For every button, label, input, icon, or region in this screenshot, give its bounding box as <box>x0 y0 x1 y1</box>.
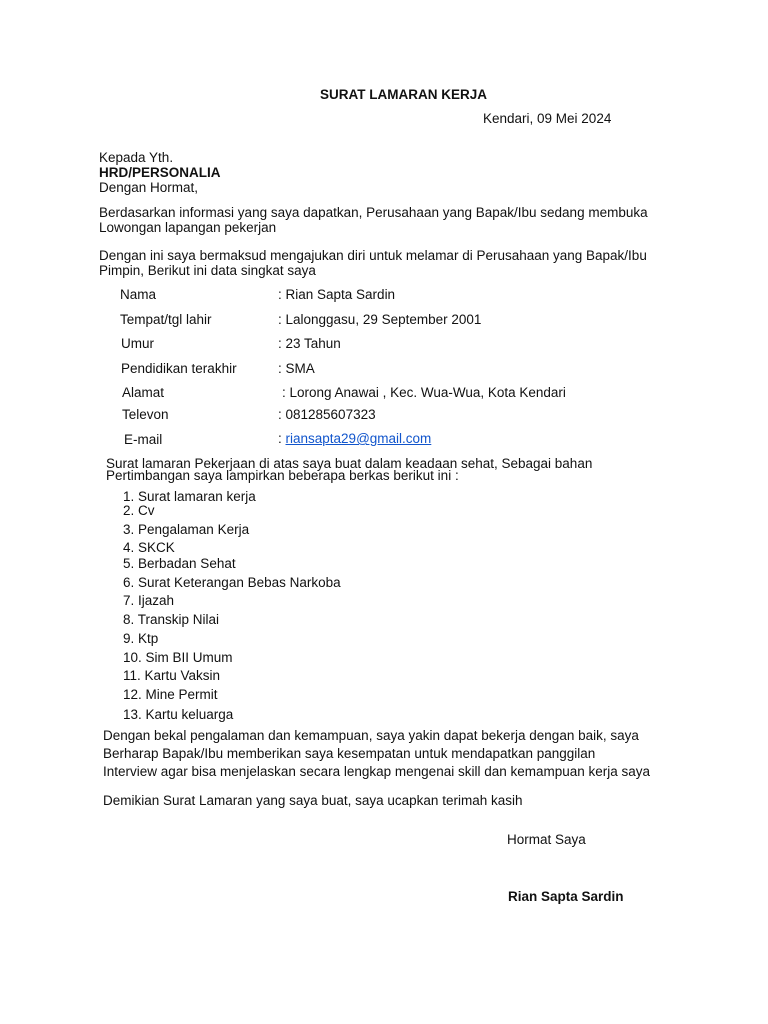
paragraph-apply-line-1: Dengan ini saya bermaksud mengajukan diri untuk melamar di Perusahaan yang Bapak/Ibu <box>99 248 647 263</box>
paragraph-apply-line-2: Pimpin, Berikut ini data singkat saya <box>99 263 316 278</box>
data-label-nama: Nama <box>120 287 157 302</box>
data-value-nama: : Rian Sapta Sardin <box>278 287 396 302</box>
data-label-email: E-mail <box>124 432 163 447</box>
data-value-email <box>278 431 431 449</box>
data-label-phone: Televon <box>122 407 169 422</box>
paragraph-attachments-line-1: Surat lamaran Pekerjaan di atas saya buat dalam keadaan sehat, Sebagai bahan <box>106 456 593 471</box>
data-value-education: : SMA <box>278 361 315 376</box>
list-item: 2. Cv <box>123 503 155 518</box>
data-label-birth: Tempat/tgl lahir <box>120 312 212 327</box>
paragraph-intro-line-1: Berdasarkan informasi yang saya dapatkan, Perusahaan yang Bapak/Ibu sedang membuka <box>99 205 648 220</box>
email-link[interactable]: riansapta29@gmail.com <box>285 431 432 446</box>
recipient-greeting: Kepada Yth. <box>99 150 174 165</box>
data-label-age: Umur <box>121 336 154 351</box>
closing-sentence: Demikian Surat Lamaran yang saya buat, saya ucapkan terimah kasih <box>103 793 523 808</box>
signature-name: Rian Sapta Sardin <box>508 889 624 904</box>
list-item: 12. Mine Permit <box>123 687 218 702</box>
data-value-address: : Lorong Anawai , Kec. Wua-Wua, Kota Kendari <box>282 385 566 400</box>
paragraph-attachments-line-2: Pertimbangan saya lampirkan beberapa berkas berikut ini : <box>106 468 459 483</box>
list-item: 10. Sim BII Umum <box>123 650 233 665</box>
data-value-birth: : Lalonggasu, 29 September 2001 <box>278 312 482 327</box>
email-prefix: : <box>278 431 286 446</box>
list-item: 9. Ktp <box>123 631 159 646</box>
salutation: Dengan Hormat, <box>99 180 199 195</box>
data-value-age: : 23 Tahun <box>278 336 341 351</box>
list-item: 11. Kartu Vaksin <box>123 668 221 683</box>
data-value-phone: : 081285607323 <box>278 407 376 422</box>
list-item: 8. Transkip Nilai <box>123 612 220 627</box>
data-label-education: Pendidikan terakhir <box>121 361 237 376</box>
letter-title: SURAT LAMARAN KERJA <box>320 87 487 102</box>
list-item: 4. SKCK <box>123 540 175 555</box>
paragraph-intro-line-2: Lowongan lapangan pekerjan <box>99 220 277 235</box>
list-item: 6. Surat Keterangan Bebas Narkoba <box>123 575 341 590</box>
data-label-address: Alamat <box>122 385 165 400</box>
list-item: 5. Berbadan Sehat <box>123 556 236 571</box>
list-item: 13. Kartu keluarga <box>123 707 234 722</box>
list-item: 1. Surat lamaran kerja <box>123 489 256 504</box>
place-date: Kendari, 09 Mei 2024 <box>483 111 612 126</box>
signoff: Hormat Saya <box>507 832 586 847</box>
paragraph-experience-line-1: Dengan bekal pengalaman dan kemampuan, saya yakin dapat bekerja dengan baik, saya <box>103 728 639 743</box>
paragraph-experience-line-3: Interview agar bisa menjelaskan secara lengkap mengenai skill dan kemampuan kerja saya <box>103 764 651 779</box>
recipient-department: HRD/PERSONALIA <box>99 165 221 180</box>
list-item: 3. Pengalaman Kerja <box>123 522 250 537</box>
paragraph-experience-line-2: Berharap Bapak/Ibu memberikan saya kesempatan untuk mendapatkan panggilan <box>103 746 596 761</box>
list-item: 7. Ijazah <box>123 593 175 608</box>
